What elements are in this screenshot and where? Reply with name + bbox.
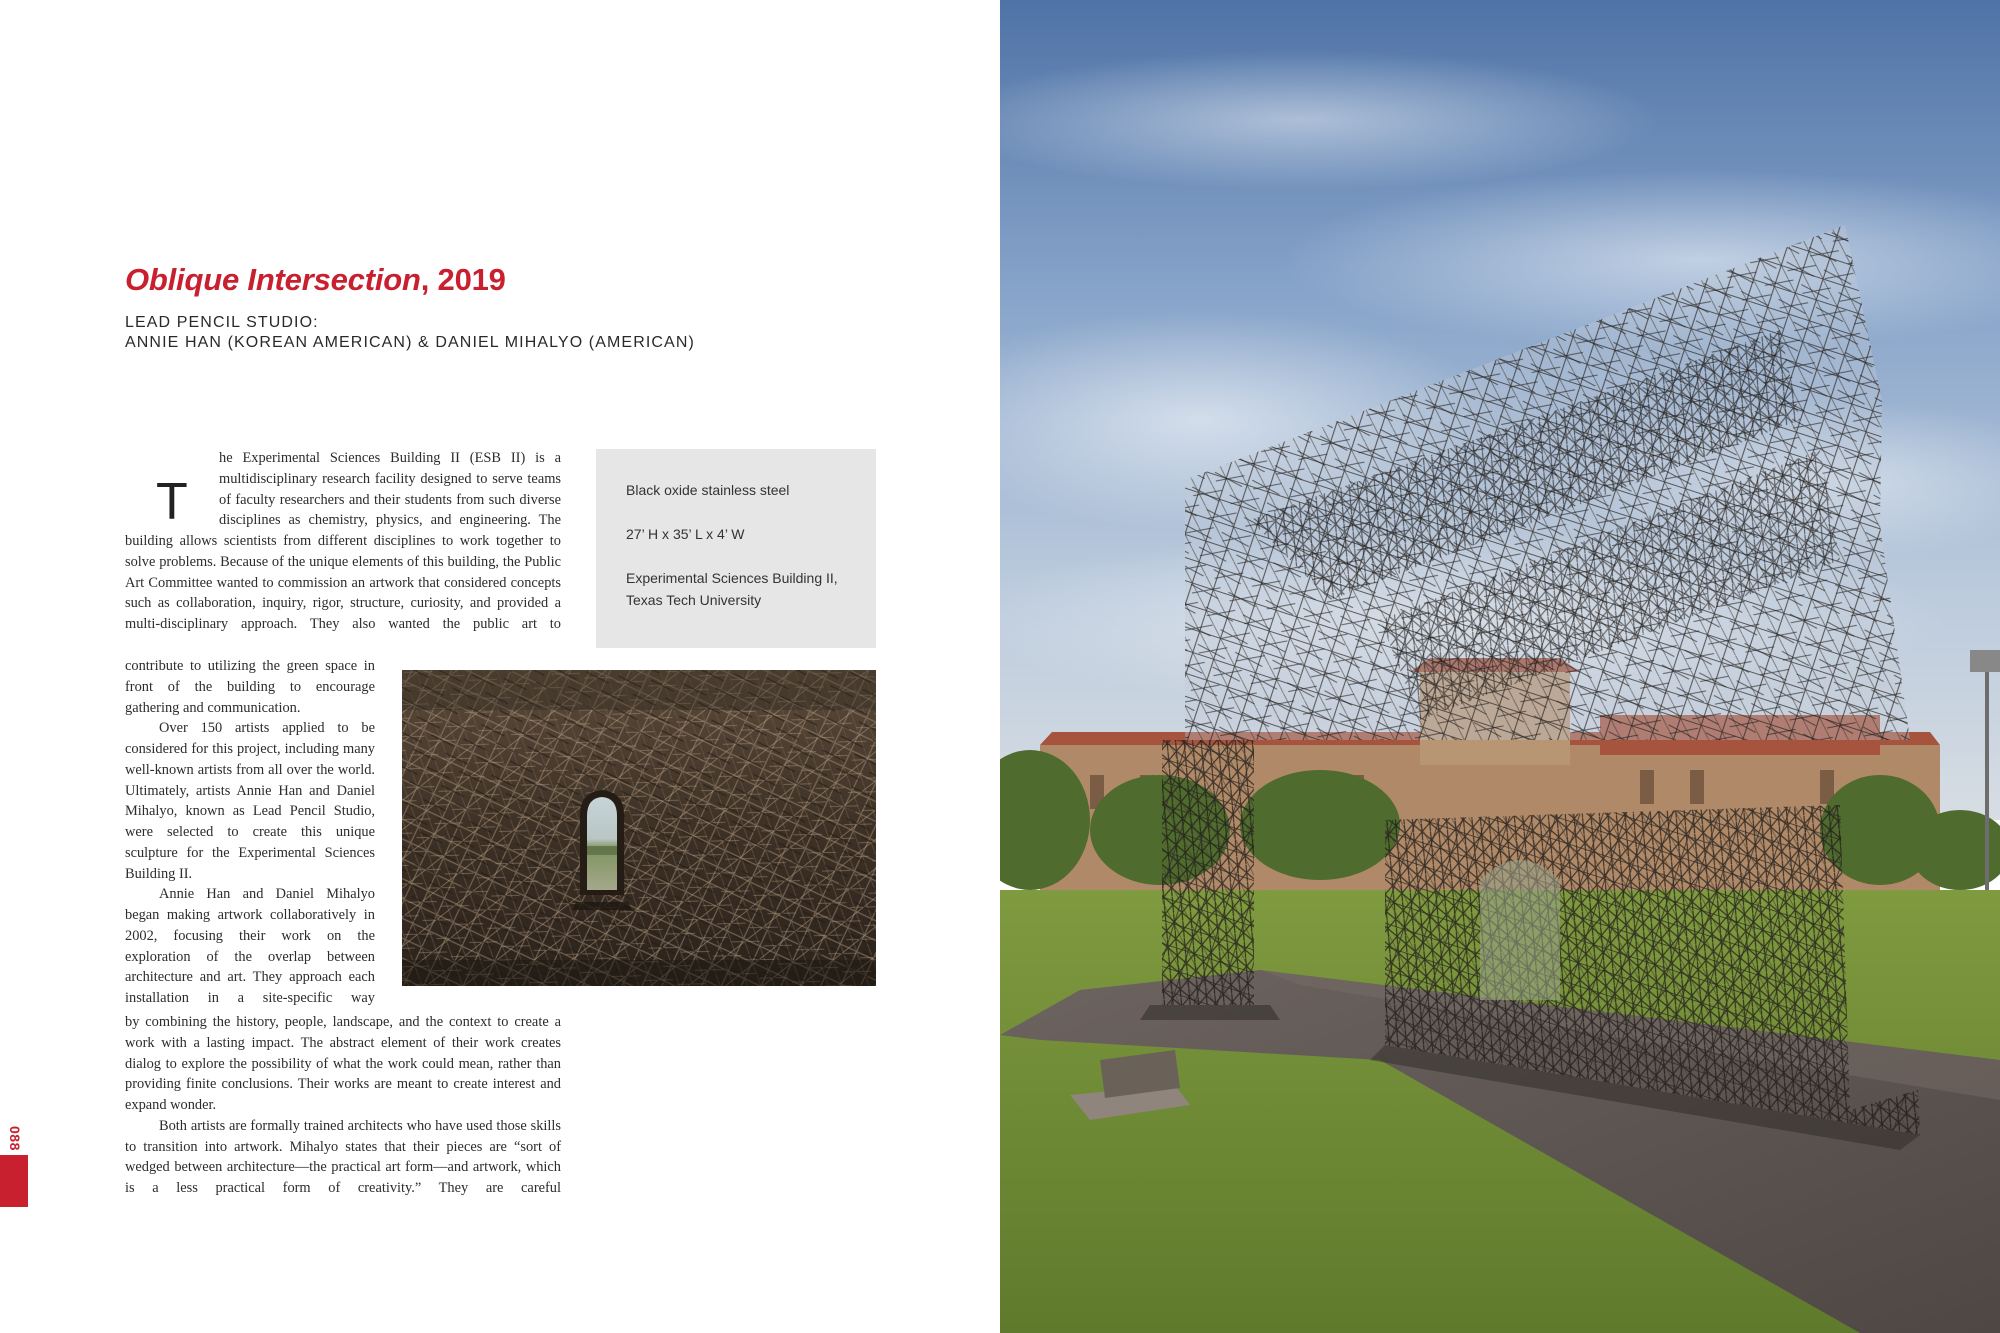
inset-photo-image — [402, 670, 876, 986]
artwork-title-year: , 2019 — [420, 262, 506, 297]
page-edge-tab — [0, 1155, 28, 1207]
artwork-title — [125, 262, 506, 298]
spec-location — [626, 567, 858, 611]
paragraph-architects: Both artists are formally trained architects who have used those skills to transition into artwork. Mihalyo states that their pieces are “sort of wedged between architecture—the practical art form—and artwork, which is a less practical form of creativity.” They are careful — [125, 1117, 561, 1196]
artwork-specs-box — [596, 449, 876, 648]
body-column-wrap — [125, 656, 375, 1009]
artist-credits — [125, 313, 695, 353]
body-column-top — [125, 448, 561, 635]
paragraph-intro-end: contribute to utilizing the green space in front of the building to encourage gathering and communication. — [125, 658, 375, 716]
right-page-photo — [1000, 0, 2000, 1333]
spec-location-university: Texas Tech University — [626, 592, 762, 608]
body-column-bottom — [125, 1012, 561, 1199]
artist-credit-studio: LEAD PENCIL STUDIO: — [125, 314, 319, 331]
artwork-title-name: Oblique Intersection — [125, 262, 421, 297]
paragraph-intro: he Experimental Sciences Building II (ESB II) is a multidisciplinary research facility designed to serve teams of faculty researchers and their students from such diverse disciplines as chemistry, physics, and engineering. The building allows scientists from different disciplines to work together to solve problems. Because of the unique elements of this building, the Public Art Committee wanted to commission an artwork that considered concepts such as collaboration, inquiry, rigor, structure, curiosity, and provided a multi-disciplinary approach. They also wanted the public art to — [125, 450, 561, 632]
dropcap: T — [156, 473, 188, 531]
artist-credit-names: ANNIE HAN (KOREAN AMERICAN) & DANIEL MIHALYO (AMERICAN) — [125, 334, 695, 351]
paragraph-collaboration-end: by combining the history, people, landscape, and the context to create a work with a lasting impact. The abstract element of their work creates dialog to explore the possibility of what the work could mean, rather than providing finite conclusions. Their works are meant to create interest and expand wonder. — [125, 1014, 561, 1113]
inset-photo-detail — [402, 670, 876, 986]
sculpture-photo — [1000, 0, 2000, 1333]
spec-location-building: Experimental Sciences Building II, — [626, 570, 838, 586]
spec-material: Black oxide stainless steel — [626, 482, 790, 498]
paragraph-selection: Over 150 artists applied to be considered for this project, including many well-known artists from all over the world. Ultimately, artists Annie Han and Daniel Mihalyo, known as Lead Pencil Studio, were selected to create this unique sculpture for the Experimental Sciences Building II. — [125, 720, 375, 882]
paragraph-collaboration: Annie Han and Daniel Mihalyo began making artwork collaboratively in 2002, focusing their work on the exploration of the overlap between architecture and art. They approach each installation in a site-specific way — [125, 886, 375, 1006]
page-number: 088 — [7, 1126, 23, 1151]
spec-dimensions: 27’ H x 35’ L x 4’ W — [626, 526, 745, 542]
